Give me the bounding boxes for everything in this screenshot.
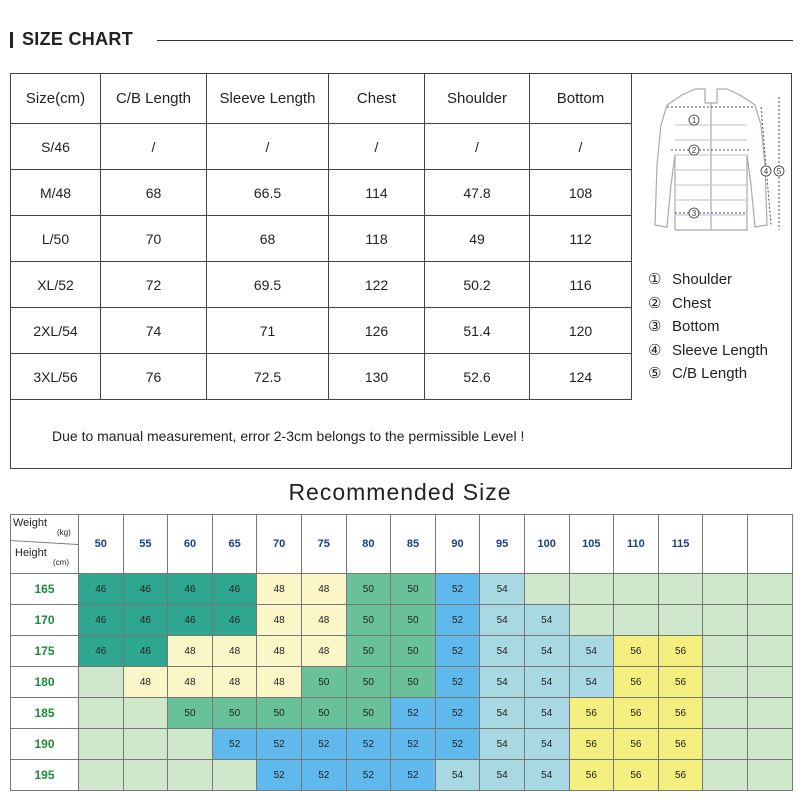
weight-header-cell: 55 (123, 515, 168, 574)
size-cell-46: 46 (212, 605, 257, 636)
size-cell: L/50 (11, 216, 101, 262)
table-row (11, 170, 632, 216)
legend-item-chest: ② Chest (648, 294, 712, 312)
diagram-label-4: 4 (763, 167, 769, 176)
size-chart-table (10, 73, 632, 400)
col-header-size: Size(cm) (11, 74, 101, 124)
table-row (11, 124, 632, 170)
empty-cell (703, 636, 748, 667)
size-cell-52: 52 (346, 729, 391, 760)
chest-cell: / (329, 124, 425, 170)
header-accent-bar (10, 32, 13, 48)
weight-header-cell (703, 515, 748, 574)
bottom-cell: 120 (530, 308, 632, 354)
size-cell-54: 54 (480, 729, 525, 760)
height-label-cell: 175 (11, 636, 79, 667)
size-cell-48: 48 (257, 605, 302, 636)
size-cell-54: 54 (524, 760, 569, 791)
weight-header-cell: 105 (569, 515, 614, 574)
empty-cell (168, 729, 213, 760)
size-cell-54: 54 (524, 729, 569, 760)
table-row (11, 262, 632, 308)
height-label-cell: 190 (11, 729, 79, 760)
col-header-sleeve-length: Sleeve Length (207, 74, 329, 124)
weight-label: Weight (13, 517, 48, 529)
sleeve-length-cell: 68 (207, 216, 329, 262)
size-cell-54: 54 (524, 698, 569, 729)
empty-cell (79, 729, 124, 760)
size-cell-52: 52 (257, 729, 302, 760)
size-cell-54: 54 (524, 667, 569, 698)
cb-length-cell: 76 (101, 354, 207, 400)
height-label-cell: 185 (11, 698, 79, 729)
size-cell-52: 52 (301, 729, 346, 760)
weight-header-cell: 100 (524, 515, 569, 574)
cb-length-cell: 74 (101, 308, 207, 354)
col-header-chest: Chest (329, 74, 425, 124)
legend-item-cb-length: ⑤ C/B Length (648, 365, 748, 382)
size-cell-50: 50 (346, 605, 391, 636)
empty-cell (658, 574, 703, 605)
shoulder-cell: 52.6 (425, 354, 530, 400)
size-cell-56: 56 (658, 667, 703, 698)
size-cell: XL/52 (11, 262, 101, 308)
table-row (11, 308, 632, 354)
size-cell-52: 52 (391, 698, 436, 729)
size-cell-54: 54 (480, 574, 525, 605)
weight-header-cell: 85 (391, 515, 436, 574)
empty-cell (747, 760, 792, 791)
chest-cell: 126 (329, 308, 425, 354)
size-cell-48: 48 (301, 636, 346, 667)
size-cell-46: 46 (123, 574, 168, 605)
size-cell-50: 50 (346, 698, 391, 729)
empty-cell (212, 760, 257, 791)
shoulder-cell: / (425, 124, 530, 170)
height-row (11, 729, 793, 760)
height-unit: (cm) (53, 558, 69, 567)
shoulder-cell: 49 (425, 216, 530, 262)
diagram-label-2: 2 (691, 146, 697, 155)
chest-cell: 130 (329, 354, 425, 400)
size-cell-48: 48 (168, 636, 213, 667)
size-cell-54: 54 (435, 760, 480, 791)
sleeve-length-cell: 66.5 (207, 170, 329, 216)
bottom-cell: 124 (530, 354, 632, 400)
size-cell-48: 48 (212, 667, 257, 698)
size-cell-46: 46 (123, 636, 168, 667)
diagram-label-3: 3 (691, 209, 697, 218)
bottom-cell: 116 (530, 262, 632, 308)
size-cell: 2XL/54 (11, 308, 101, 354)
weight-header-cell: 50 (79, 515, 124, 574)
height-row (11, 574, 793, 605)
size-cell-50: 50 (168, 698, 213, 729)
diagram-label-1: 1 (691, 116, 697, 125)
empty-cell (747, 729, 792, 760)
jacket-outline-icon (655, 89, 767, 230)
weight-header-cell: 90 (435, 515, 480, 574)
jacket-diagram (637, 85, 787, 250)
size-cell-48: 48 (123, 667, 168, 698)
size-cell-52: 52 (435, 636, 480, 667)
weight-header-cell: 75 (301, 515, 346, 574)
recommended-size-title: Recommended Size (288, 479, 512, 505)
bottom-cell: 108 (530, 170, 632, 216)
empty-cell (123, 729, 168, 760)
empty-cell (79, 667, 124, 698)
size-cell-52: 52 (435, 698, 480, 729)
empty-cell (614, 605, 659, 636)
size-cell-50: 50 (391, 574, 436, 605)
size-cell-54: 54 (524, 636, 569, 667)
empty-cell (747, 667, 792, 698)
size-cell-52: 52 (435, 605, 480, 636)
header-divider (157, 40, 793, 41)
height-label-cell: 195 (11, 760, 79, 791)
cb-length-cell: 68 (101, 170, 207, 216)
page-title: SIZE CHART (22, 29, 133, 49)
size-cell-52: 52 (391, 760, 436, 791)
empty-cell (703, 698, 748, 729)
empty-cell (614, 574, 659, 605)
height-label-cell: 170 (11, 605, 79, 636)
size-cell-50: 50 (391, 667, 436, 698)
size-cell-52: 52 (346, 760, 391, 791)
weight-height-corner-cell (11, 515, 79, 574)
height-label-cell: 165 (11, 574, 79, 605)
size-cell-48: 48 (257, 667, 302, 698)
height-label: Height (15, 547, 47, 559)
height-row (11, 636, 793, 667)
sleeve-length-cell: 71 (207, 308, 329, 354)
empty-cell (747, 636, 792, 667)
size-cell-52: 52 (435, 574, 480, 605)
measurement-legend (648, 268, 768, 386)
col-header-shoulder: Shoulder (425, 74, 530, 124)
size-cell-56: 56 (614, 760, 659, 791)
legend-item-shoulder: ① Shoulder (648, 271, 733, 288)
empty-cell (168, 760, 213, 791)
weight-header-cell: 65 (212, 515, 257, 574)
height-row (11, 698, 793, 729)
legend-item-sleeve-length: ④ Sleeve Length (648, 341, 768, 359)
empty-cell (703, 760, 748, 791)
size-cell-52: 52 (257, 760, 302, 791)
weight-header-cell: 60 (168, 515, 213, 574)
size-cell-56: 56 (658, 636, 703, 667)
size-cell-46: 46 (168, 605, 213, 636)
size-cell-54: 54 (480, 636, 525, 667)
size-cell-54: 54 (480, 667, 525, 698)
weight-unit: (kg) (57, 528, 71, 537)
size-cell-56: 56 (569, 698, 614, 729)
sleeve-length-cell: 69.5 (207, 262, 329, 308)
empty-cell (123, 698, 168, 729)
size-cell-54: 54 (569, 667, 614, 698)
size-cell-50: 50 (346, 636, 391, 667)
empty-cell (569, 605, 614, 636)
size-cell-56: 56 (614, 729, 659, 760)
weight-header-cell: 110 (614, 515, 659, 574)
size-cell-56: 56 (569, 729, 614, 760)
size-cell-56: 56 (658, 760, 703, 791)
chest-cell: 122 (329, 262, 425, 308)
empty-cell (703, 605, 748, 636)
cb-length-cell: 72 (101, 262, 207, 308)
cb-length-cell: / (101, 124, 207, 170)
size-cell-52: 52 (212, 729, 257, 760)
size-cell-46: 46 (79, 574, 124, 605)
shoulder-cell: 51.4 (425, 308, 530, 354)
measurement-note: Due to manual measurement, error 2-3cm belongs to the permissible Level ! (52, 428, 525, 444)
empty-cell (79, 698, 124, 729)
size-cell: S/46 (11, 124, 101, 170)
table-row (11, 216, 632, 262)
size-cell-56: 56 (658, 698, 703, 729)
height-label-cell: 180 (11, 667, 79, 698)
weight-header-cell: 70 (257, 515, 302, 574)
sleeve-length-cell: / (207, 124, 329, 170)
height-row (11, 760, 793, 791)
weight-header-cell (747, 515, 792, 574)
size-cell-48: 48 (257, 636, 302, 667)
empty-cell (703, 729, 748, 760)
size-chart-header (0, 0, 800, 80)
empty-cell (524, 574, 569, 605)
empty-cell (703, 667, 748, 698)
size-cell-56: 56 (614, 698, 659, 729)
sleeve-length-cell: 72.5 (207, 354, 329, 400)
size-cell-56: 56 (614, 636, 659, 667)
size-cell-46: 46 (168, 574, 213, 605)
weight-header-cell: 95 (480, 515, 525, 574)
table-row (11, 354, 632, 400)
height-row (11, 667, 793, 698)
size-cell-50: 50 (346, 667, 391, 698)
size-cell-54: 54 (480, 605, 525, 636)
size-cell-54: 54 (569, 636, 614, 667)
size-cell-50: 50 (391, 605, 436, 636)
empty-cell (123, 760, 168, 791)
diagram-label-5: 5 (776, 167, 782, 176)
size-cell-46: 46 (79, 605, 124, 636)
size-cell-52: 52 (435, 667, 480, 698)
chest-cell: 114 (329, 170, 425, 216)
empty-cell (747, 698, 792, 729)
weight-header-cell: 115 (658, 515, 703, 574)
height-row (11, 605, 793, 636)
size-cell-54: 54 (480, 760, 525, 791)
shoulder-cell: 47.8 (425, 170, 530, 216)
chest-cell: 118 (329, 216, 425, 262)
size-cell-48: 48 (168, 667, 213, 698)
col-header-cb-length: C/B Length (101, 74, 207, 124)
size-cell-50: 50 (257, 698, 302, 729)
empty-cell (747, 605, 792, 636)
empty-cell (658, 605, 703, 636)
bottom-cell: / (530, 124, 632, 170)
cb-length-cell: 70 (101, 216, 207, 262)
size-cell-52: 52 (391, 729, 436, 760)
measurement-lines (667, 97, 779, 230)
empty-cell (747, 574, 792, 605)
bottom-cell: 112 (530, 216, 632, 262)
legend-item-bottom: ③ Bottom (648, 318, 720, 335)
size-cell-50: 50 (301, 667, 346, 698)
size-cell-50: 50 (212, 698, 257, 729)
recommended-size-table (10, 514, 793, 791)
empty-cell (703, 574, 748, 605)
size-cell-52: 52 (435, 729, 480, 760)
size-cell-52: 52 (301, 760, 346, 791)
size-cell-50: 50 (391, 636, 436, 667)
size-cell-56: 56 (658, 729, 703, 760)
weight-header-row (11, 515, 793, 574)
size-cell-48: 48 (257, 574, 302, 605)
size-cell-46: 46 (123, 605, 168, 636)
size-cell-48: 48 (212, 636, 257, 667)
size-cell-48: 48 (301, 574, 346, 605)
col-header-bottom: Bottom (530, 74, 632, 124)
size-cell-48: 48 (301, 605, 346, 636)
size-cell-54: 54 (480, 698, 525, 729)
size-cell-50: 50 (301, 698, 346, 729)
empty-cell (569, 574, 614, 605)
size-cell: 3XL/56 (11, 354, 101, 400)
size-cell-56: 56 (614, 667, 659, 698)
size-cell-46: 46 (212, 574, 257, 605)
size-cell-56: 56 (569, 760, 614, 791)
size-cell-50: 50 (346, 574, 391, 605)
size-cell-54: 54 (524, 605, 569, 636)
size-cell: M/48 (11, 170, 101, 216)
weight-header-cell: 80 (346, 515, 391, 574)
size-table-header-row (11, 74, 632, 124)
size-cell-46: 46 (79, 636, 124, 667)
shoulder-cell: 50.2 (425, 262, 530, 308)
empty-cell (79, 760, 124, 791)
